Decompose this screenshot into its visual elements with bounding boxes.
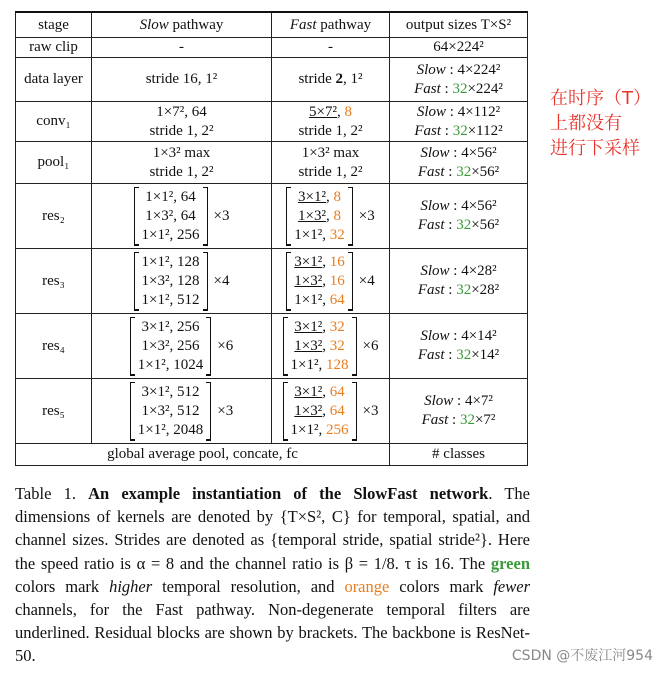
output-cell: Slow : 4×14² Fast : 32×14² — [390, 314, 528, 379]
fast-cell — [272, 379, 390, 444]
kernel-line: 3×1², 256 — [141, 318, 200, 335]
bracket-block — [134, 187, 230, 246]
header-slow: Slow pathway — [92, 12, 272, 38]
side-note-line: 进行下采样 — [550, 138, 640, 159]
caption-orange-word: orange — [344, 576, 390, 596]
slow-cell — [92, 249, 272, 314]
caption-fewer: fewer — [493, 576, 530, 596]
row-res2 — [16, 184, 528, 249]
caption-text: colors mark — [15, 576, 110, 596]
architecture-table — [15, 11, 528, 466]
kernel-line: 1×1², 1024 — [137, 356, 204, 373]
output-cell: Slow : 4×56² Fast : 32×56² — [390, 142, 528, 184]
output-cell: Slow : 4×112² Fast : 32×112² — [390, 102, 528, 142]
side-note-line: 上都没有 — [550, 113, 622, 134]
stage-cell: conv₁ — [16, 102, 92, 142]
row-data-layer — [16, 58, 528, 102]
repeat-count: ×4 — [213, 272, 230, 289]
fast-cell: 1×3² max stride 1, 2² — [272, 142, 390, 184]
stage-cell: res₅ — [16, 379, 92, 444]
repeat-count: ×3 — [213, 207, 230, 224]
slow-cell: - — [92, 38, 272, 58]
kernel-line: 1×1², 256 — [290, 421, 349, 438]
kernel-line: 1×1², 256 — [141, 226, 200, 243]
slow-cell: 1×3² max stride 1, 2² — [92, 142, 272, 184]
kernel-line: 1×1², 64 — [294, 291, 345, 308]
bracket-block — [286, 187, 374, 246]
kernel-line: 1×1², 64 — [145, 188, 196, 205]
fast-cell — [272, 249, 390, 314]
slow-cell — [92, 379, 272, 444]
repeat-count: ×3 — [362, 402, 379, 419]
repeat-count: ×3 — [358, 207, 375, 224]
caption-text: colors mark — [389, 576, 494, 596]
output-cell: 64×224² — [390, 38, 528, 58]
kernel-line: 3×1², 32 — [294, 318, 345, 335]
header-fast: Fast pathway — [272, 12, 390, 38]
header-stage: stage — [16, 12, 92, 38]
footer-classes: # classes — [390, 444, 528, 466]
caption-text: . The dimensions of kernels are denoted by {T×S², C} for temporal, spatial, and channel sizes. Strides are denoted as {temporal stride, spatial stride²}. Here the speed ratio is α = 8 and the channel ratio is β = 1/8. τ is 16. The — [15, 484, 530, 573]
caption-text: channels, for the Fast pathway. Non-degenerate temporal filters are underlined. Residual blocks are shown by brackets. The backbone is ResNet-50. — [15, 600, 530, 666]
kernel-line: 3×1², 16 — [294, 253, 345, 270]
repeat-count: ×6 — [217, 337, 234, 354]
side-note-line: 在时序（T） — [550, 88, 651, 109]
stage-cell: res₃ — [16, 249, 92, 314]
kernel-line: 1×3², 64 — [145, 207, 196, 224]
slow-cell: 1×7², 64 stride 1, 2² — [92, 102, 272, 142]
output-cell: Slow : 4×28² Fast : 32×28² — [390, 249, 528, 314]
slow-cell — [92, 184, 272, 249]
footer-pool: global average pool, concate, fc — [16, 444, 390, 466]
table-header-row — [16, 12, 528, 38]
header-output: output sizes T×S² — [390, 12, 528, 38]
stage-cell: raw clip — [16, 38, 92, 58]
row-res4 — [16, 314, 528, 379]
caption-label: Table 1. — [15, 484, 89, 503]
output-cell: Slow : 4×224² Fast : 32×224² — [390, 58, 528, 102]
bracket-block — [130, 382, 233, 441]
kernel-line: 1×3², 64 — [294, 402, 345, 419]
kernel-line: 1×1², 512 — [141, 291, 200, 308]
repeat-count: ×6 — [362, 337, 379, 354]
caption-text: temporal resolution, and — [152, 576, 345, 596]
slow-cell — [92, 314, 272, 379]
kernel-line: 1×3², 512 — [141, 402, 200, 419]
bracket-block — [283, 317, 379, 376]
output-cell: Slow : 4×7² Fast : 32×7² — [390, 379, 528, 444]
stage-cell: pool₁ — [16, 142, 92, 184]
fast-cell — [272, 184, 390, 249]
fast-cell: 5×7², 8 stride 1, 2² — [272, 102, 390, 142]
kernel-line: 1×1², 2048 — [137, 421, 204, 438]
caption-higher: higher — [109, 576, 153, 596]
fast-cell: stride 2, 1² — [272, 58, 390, 102]
kernel-line: 3×1², 8 — [298, 188, 341, 205]
kernel-line: 1×3², 16 — [294, 272, 345, 289]
caption-title: An example instantiation of the SlowFast network — [88, 484, 489, 503]
stage-cell: res₄ — [16, 314, 92, 379]
output-cell: Slow : 4×56² Fast : 32×56² — [390, 184, 528, 249]
stage-cell: data layer — [16, 58, 92, 102]
caption-green-word: green — [490, 553, 530, 573]
kernel-line: 1×3², 128 — [141, 272, 200, 289]
slow-cell: stride 16, 1² — [92, 58, 272, 102]
repeat-count: ×4 — [358, 272, 375, 289]
kernel-line: 1×1², 128 — [290, 356, 349, 373]
bracket-block — [283, 382, 379, 441]
row-conv1 — [16, 102, 528, 142]
kernel-line: 1×3², 8 — [298, 207, 341, 224]
fast-cell: - — [272, 38, 390, 58]
table-caption — [15, 482, 530, 668]
side-annotation — [550, 86, 660, 161]
watermark: CSDN @不废江河954 — [511, 648, 653, 664]
row-raw-clip — [16, 38, 528, 58]
stage-cell: res₂ — [16, 184, 92, 249]
row-res3 — [16, 249, 528, 314]
row-footer — [16, 444, 528, 466]
kernel-line: 1×1², 32 — [294, 226, 345, 243]
kernel-line: 1×1², 128 — [141, 253, 200, 270]
bracket-block — [134, 252, 230, 311]
repeat-count: ×3 — [217, 402, 234, 419]
row-res5 — [16, 379, 528, 444]
kernel-line: 1×3², 256 — [141, 337, 200, 354]
row-pool1 — [16, 142, 528, 184]
kernel-line: 3×1², 512 — [141, 383, 200, 400]
kernel-line: 3×1², 64 — [294, 383, 345, 400]
bracket-block — [130, 317, 233, 376]
kernel-line: 1×3², 32 — [294, 337, 345, 354]
fast-cell — [272, 314, 390, 379]
bracket-block — [286, 252, 374, 311]
